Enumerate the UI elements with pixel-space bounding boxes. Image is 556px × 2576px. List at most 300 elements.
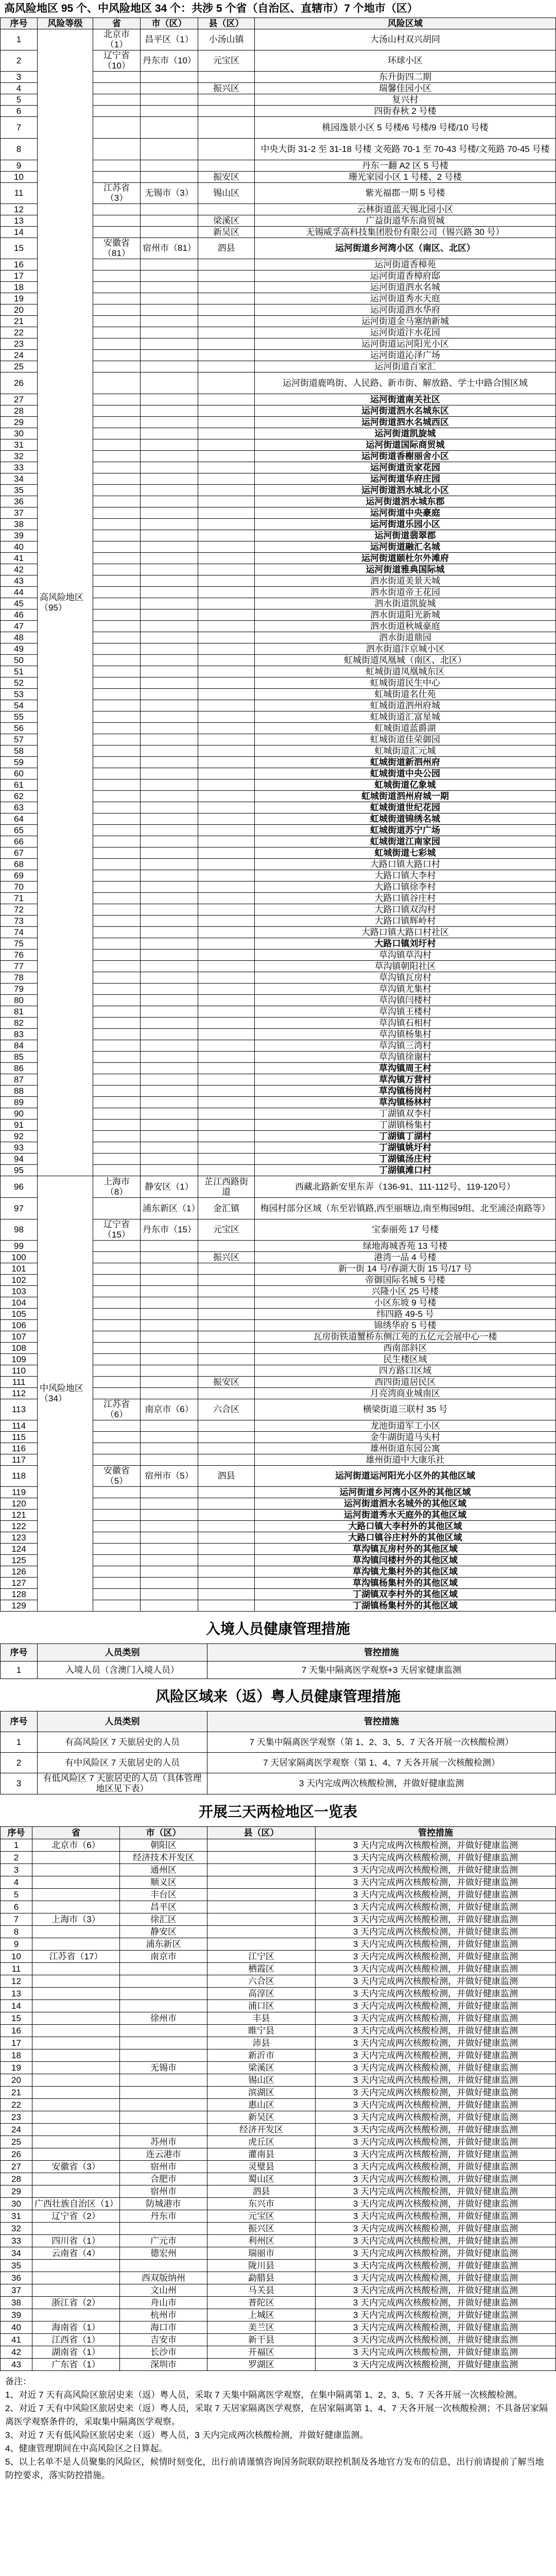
row-county: 泗县	[198, 1466, 255, 1487]
row-province	[93, 1443, 141, 1454]
row-city	[141, 1544, 198, 1555]
row-city	[120, 2049, 207, 2062]
row-city	[141, 394, 198, 405]
table-row	[1, 2049, 556, 2062]
row-area: 新一街 14 号/春湖大街 15 号/17 号	[255, 1263, 556, 1275]
row-province	[93, 1198, 141, 1219]
row-city	[141, 632, 198, 643]
table-row	[1, 1889, 556, 1901]
row-no: 125	[1, 1555, 38, 1566]
row-county	[198, 972, 255, 984]
table-row	[1, 1732, 556, 1753]
row-no: 10	[1, 172, 38, 183]
row-province	[93, 417, 141, 428]
row-city: 丰台区	[120, 1889, 207, 1901]
row-county: 六合区	[198, 1399, 255, 1420]
row-province	[93, 507, 141, 519]
row-city	[141, 350, 198, 361]
row-no: 73	[1, 916, 38, 927]
row-city	[141, 1029, 198, 1040]
row-city	[141, 83, 198, 94]
row-county	[198, 564, 255, 575]
row-no: 7	[1, 117, 38, 139]
row-province	[93, 215, 141, 227]
notes	[0, 2371, 556, 2486]
row-city	[141, 1309, 198, 1320]
row-county	[198, 814, 255, 825]
row-no: 6	[1, 1901, 32, 1913]
td-col-prov: 省	[32, 1827, 120, 1839]
table-row	[1, 1963, 556, 1975]
row-city	[141, 643, 198, 655]
row-county	[198, 439, 255, 451]
row-city	[120, 2074, 207, 2087]
row-province: 四川省（1）	[32, 2235, 120, 2247]
row-measure: 3 天内完成两次核酸检测，并做好健康监测	[316, 2346, 556, 2359]
row-province	[93, 1377, 141, 1388]
row-province	[93, 882, 141, 893]
row-province	[32, 2111, 120, 2124]
row-county	[198, 72, 255, 83]
row-county: 惠山区	[207, 2099, 316, 2111]
row-county	[198, 94, 255, 106]
row-county	[198, 1108, 255, 1120]
row-no: 5	[1, 94, 38, 106]
row-area: 泗水街道秋城豪庭	[255, 621, 556, 632]
td-col-no: 序号	[1, 1827, 32, 1839]
row-province	[32, 2185, 120, 2198]
row-county: 江宁区	[207, 1951, 316, 1963]
row-area: 运河街道贡家花园	[255, 462, 556, 473]
row-county: 瑞丽市	[207, 2247, 316, 2260]
row-no: 66	[1, 836, 38, 848]
row-no: 18	[1, 282, 38, 293]
col-header-no: 序号	[1, 18, 38, 29]
row-area: 帝御国际名城 5 号楼	[255, 1275, 556, 1286]
row-no: 116	[1, 1443, 38, 1454]
row-county: 金汇镇	[198, 1198, 255, 1219]
row-no: 97	[1, 1198, 38, 1219]
row-county	[198, 1275, 255, 1286]
row-city: 浦东新区（1）	[141, 1198, 198, 1219]
table-row	[1, 2012, 556, 2025]
entry-table	[0, 1643, 556, 1679]
row-county	[207, 1926, 316, 1938]
row-province	[32, 1852, 120, 1864]
row-no: 88	[1, 1086, 38, 1097]
row-no: 13	[1, 215, 38, 227]
row-county	[198, 1286, 255, 1297]
row-area: 草沟镇尤集村	[255, 984, 556, 995]
row-measure: 3 天内完成两次核酸检测，并做好健康监测	[316, 2359, 556, 2371]
row-province	[93, 1040, 141, 1052]
row-area: 草沟镇杨集村外的其他区域	[255, 1578, 556, 1589]
row-area: 丁湖镇姚圩村	[255, 1142, 556, 1154]
row-area: 大路口镇双沟村	[255, 904, 556, 916]
row-no: 121	[1, 1510, 38, 1521]
row-area: 大路口镇大李村	[255, 870, 556, 882]
row-area: 运河街道华府庄园	[255, 473, 556, 485]
row-no: 107	[1, 1331, 38, 1343]
row-province	[32, 2037, 120, 2049]
row-area: 运河街道汴水花园	[255, 327, 556, 338]
row-area: 草沟镇石相村	[255, 1018, 556, 1029]
row-city	[141, 507, 198, 519]
row-city	[141, 1131, 198, 1142]
row-province	[93, 394, 141, 405]
row-no: 41	[1, 553, 38, 564]
row-county	[198, 1510, 255, 1521]
row-province	[93, 848, 141, 859]
row-city: 徐汇区	[120, 1913, 207, 1926]
row-no: 42	[1, 564, 38, 575]
row-province	[93, 950, 141, 961]
row-no: 111	[1, 1377, 38, 1388]
row-no: 93	[1, 1142, 38, 1154]
row-area: 虹城街道江南家园	[255, 836, 556, 848]
row-county	[198, 204, 255, 215]
row-county	[198, 117, 255, 139]
row-province	[93, 541, 141, 553]
row-province	[93, 1063, 141, 1074]
row-area: 大汤山村双兴胡同	[255, 29, 556, 50]
row-county: 泗县	[207, 2185, 316, 2198]
row-area: 虹城街道中央公园	[255, 768, 556, 779]
row-province: 海南省（1）	[32, 2321, 120, 2334]
row-no: 109	[1, 1354, 38, 1365]
row-province: 湖南省（1）	[32, 2346, 120, 2359]
row-county	[198, 643, 255, 655]
row-no: 30	[1, 428, 38, 439]
row-no: 72	[1, 904, 38, 916]
row-city	[141, 870, 198, 882]
row-area: 东升街四二期	[255, 72, 556, 83]
row-province	[93, 972, 141, 984]
row-measure: 3 天内完成两次核酸检测，并做好健康监测	[316, 2049, 556, 2062]
row-no: 39	[1, 2309, 32, 2321]
row-province	[93, 519, 141, 530]
row-city	[141, 439, 198, 451]
row-no: 1	[1, 29, 38, 50]
row-county	[207, 1889, 316, 1901]
table-row	[1, 2223, 556, 2235]
row-county	[198, 1589, 255, 1600]
row-county	[198, 870, 255, 882]
row-no: 41	[1, 2334, 32, 2346]
row-county	[198, 859, 255, 870]
row-county	[198, 350, 255, 361]
row-county	[198, 282, 255, 293]
row-city	[141, 338, 198, 350]
row-area: 丁湖镇双李村	[255, 1108, 556, 1120]
row-measure: 3 天内完成两次核酸检测，并做好健康监测	[316, 2198, 556, 2210]
row-no: 87	[1, 1074, 38, 1086]
row-county: 丰县	[207, 2012, 316, 2025]
row-no: 112	[1, 1388, 38, 1399]
row-city	[141, 1365, 198, 1377]
row-no: 85	[1, 1052, 38, 1063]
row-province	[93, 621, 141, 632]
row-province	[93, 282, 141, 293]
row-measure: 3 天内完成两次核酸检测，并做好健康监测	[316, 1876, 556, 1889]
row-city	[141, 995, 198, 1006]
row-city	[141, 1566, 198, 1578]
row-city	[141, 72, 198, 83]
row-county	[198, 316, 255, 327]
row-no: 99	[1, 1241, 38, 1252]
row-county: 高淳区	[207, 1988, 316, 2000]
col-header-area: 风险区域	[255, 18, 556, 29]
row-measure: 7 天集中隔离医学观察+3 天居家健康监测	[207, 1662, 556, 1679]
row-county	[198, 1343, 255, 1354]
table-row	[1, 1938, 556, 1951]
row-measure: 3 天内完成两次核酸检测，并做好健康监测	[316, 2025, 556, 2037]
row-no: 89	[1, 1097, 38, 1108]
entry-col-type: 人员类别	[38, 1644, 207, 1662]
row-no: 7	[1, 1913, 32, 1926]
row-no: 57	[1, 734, 38, 745]
row-no: 1	[1, 1732, 38, 1753]
row-city	[120, 2111, 207, 2124]
row-county	[198, 293, 255, 304]
row-area: 泗水街道美景天城	[255, 575, 556, 587]
row-county	[198, 1521, 255, 1532]
row-province	[93, 350, 141, 361]
table-row	[1, 1913, 556, 1926]
row-city: 丹东市（10）	[141, 50, 198, 72]
row-area: 运河街道国际商贸城	[255, 439, 556, 451]
row-measure: 3 天内完成两次核酸检测，并做好健康监测	[316, 1839, 556, 1852]
row-area: 雄州街道中大康乐社	[255, 1454, 556, 1466]
row-area: 泗水街道鼎园	[255, 632, 556, 643]
row-province	[32, 1938, 120, 1951]
row-area: 丁湖镇杨集村外的其他区域	[255, 1600, 556, 1612]
row-measure: 3 天内完成两次核酸检测，并做好健康监测	[316, 2136, 556, 2148]
table-row	[1, 2235, 556, 2247]
row-county	[198, 1600, 255, 1612]
table-row	[1, 2062, 556, 2074]
row-no: 37	[1, 2284, 32, 2297]
row-province	[93, 139, 141, 160]
row-area: 丁湖镇丁湖村	[255, 1131, 556, 1142]
table-row	[1, 2334, 556, 2346]
row-county	[198, 655, 255, 666]
row-county	[198, 428, 255, 439]
row-province	[93, 72, 141, 83]
row-city: 广元市	[120, 2235, 207, 2247]
row-province: 辽宁省（2）	[32, 2210, 120, 2223]
row-city: 舟山市	[120, 2297, 207, 2309]
row-area: 草沟镇朝阳社区	[255, 961, 556, 972]
row-province	[93, 700, 141, 711]
row-no: 96	[1, 1176, 38, 1198]
row-area: 民生楼区域	[255, 1354, 556, 1365]
row-no: 106	[1, 1320, 38, 1331]
row-city: 丹东市（15）	[141, 1219, 198, 1241]
row-no: 119	[1, 1487, 38, 1498]
row-area: 草沟镇三湾村	[255, 1040, 556, 1052]
row-city	[141, 950, 198, 961]
row-province	[93, 485, 141, 496]
row-county: 振安区	[198, 172, 255, 183]
row-measure: 3 天内完成两次核酸检测，并做好健康监测	[316, 1913, 556, 1926]
row-province	[93, 1432, 141, 1443]
row-city	[141, 961, 198, 972]
row-province	[93, 1521, 141, 1532]
row-no: 3	[1, 1773, 38, 1794]
row-province	[93, 564, 141, 575]
row-no: 90	[1, 1108, 38, 1120]
row-county: 芷江西路街道	[198, 1176, 255, 1198]
row-province	[93, 1297, 141, 1309]
row-province	[93, 689, 141, 700]
row-no: 26	[1, 2148, 32, 2161]
row-no: 25	[1, 2136, 32, 2148]
row-province	[32, 2260, 120, 2272]
row-no: 23	[1, 2111, 32, 2124]
row-province	[32, 2272, 120, 2284]
row-city	[141, 825, 198, 836]
table-row	[1, 2272, 556, 2284]
row-area: 运河街道香樟苑	[255, 259, 556, 270]
row-county	[198, 825, 255, 836]
row-measure: 3 天内完成两次核酸检测，并做好健康监测	[316, 2284, 556, 2297]
row-measure: 3 天内完成两次核酸检测，并做好健康监测	[316, 2161, 556, 2173]
row-city: 长沙市	[120, 2346, 207, 2359]
row-county	[198, 734, 255, 745]
row-no: 39	[1, 530, 38, 541]
row-area: 绿地海城香苑 13 号楼	[255, 1241, 556, 1252]
row-province	[93, 791, 141, 802]
row-county	[198, 1263, 255, 1275]
row-county	[198, 1142, 255, 1154]
row-province	[93, 496, 141, 507]
row-measure: 3 天内完成两次核酸检测，并做好健康监测	[316, 2074, 556, 2087]
row-province	[93, 1388, 141, 1399]
row-province	[93, 405, 141, 417]
row-county	[198, 1241, 255, 1252]
row-province	[93, 745, 141, 757]
row-county	[198, 768, 255, 779]
row-county: 元宝区	[207, 2210, 316, 2223]
row-county: 振兴区	[198, 1252, 255, 1263]
row-measure: 3 天内完成两次核酸检测，并做好健康监测	[316, 2087, 556, 2099]
row-area: 虹城街道民生中心	[255, 677, 556, 689]
row-area: 运河街道沁泽广场	[255, 350, 556, 361]
row-county	[198, 1432, 255, 1443]
row-area: 运河街道南关社区	[255, 394, 556, 405]
row-city	[141, 1589, 198, 1600]
row-no: 110	[1, 1365, 38, 1377]
row-area: 草沟镇杨岗村	[255, 1086, 556, 1097]
row-area: 草沟镇王楼村	[255, 1006, 556, 1018]
row-measure: 3 天内完成两次核酸检测，并做好健康监测	[207, 1773, 556, 1794]
row-no: 84	[1, 1040, 38, 1052]
row-no: 30	[1, 2198, 32, 2210]
row-city	[141, 1275, 198, 1286]
row-county	[198, 984, 255, 995]
row-no: 23	[1, 338, 38, 350]
row-city	[120, 2000, 207, 2012]
row-area: 虹城街道汇富星城	[255, 711, 556, 723]
row-province	[93, 587, 141, 598]
row-no: 103	[1, 1286, 38, 1297]
row-measure: 3 天内完成两次核酸检测，并做好健康监测	[316, 2000, 556, 2012]
row-county	[198, 587, 255, 598]
row-province	[32, 1963, 120, 1975]
row-no: 9	[1, 1938, 32, 1951]
row-city	[141, 972, 198, 984]
row-county	[198, 1420, 255, 1432]
row-city	[141, 677, 198, 689]
row-county: 勐腊县	[207, 2272, 316, 2284]
row-no: 94	[1, 1154, 38, 1165]
row-city	[141, 609, 198, 621]
row-city: 无锡市（3）	[141, 183, 198, 204]
row-city	[141, 791, 198, 802]
row-city	[120, 2037, 207, 2049]
row-county: 新吴区	[198, 227, 255, 238]
row-city	[141, 859, 198, 870]
row-county: 上城区	[207, 2309, 316, 2321]
row-city	[141, 1252, 198, 1263]
row-county: 东兴市	[207, 2198, 316, 2210]
row-no: 19	[1, 293, 38, 304]
row-no: 118	[1, 1466, 38, 1487]
row-province	[93, 1600, 141, 1612]
row-no: 71	[1, 893, 38, 904]
note-item: 1、对近 7 天有高风险区旅居史来（返）粤人员，采取 7 天集中隔离医学观察，在集中隔离第 1、2、3、5、7 天各开展一次核酸检测。	[5, 2390, 523, 2400]
row-county: 浦口区	[207, 2000, 316, 2012]
row-county	[207, 1913, 316, 1926]
row-city	[141, 1498, 198, 1510]
row-province: 上海市（3）	[32, 1913, 120, 1926]
row-no: 33	[1, 462, 38, 473]
table-row	[1, 2136, 556, 2148]
row-city: 杭州市	[120, 2309, 207, 2321]
row-city: 防城港市	[120, 2198, 207, 2210]
table-row	[1, 1753, 556, 1773]
row-city: 顺义区	[120, 1876, 207, 1889]
row-county	[198, 632, 255, 643]
row-no: 74	[1, 927, 38, 938]
table-row	[1, 2025, 556, 2037]
row-city	[141, 270, 198, 282]
row-no: 83	[1, 1029, 38, 1040]
rp-col-type: 人员类别	[38, 1711, 207, 1732]
row-no: 53	[1, 689, 38, 700]
row-city: 德宏州	[120, 2247, 207, 2260]
row-area: 大路口镇谷庄村	[255, 893, 556, 904]
row-city	[120, 2099, 207, 2111]
row-county: 振安区	[198, 1377, 255, 1388]
row-type: 有低风险区 7 天旅居史的人员（具体管理地区见下表）	[38, 1773, 207, 1794]
row-area: 运河街道翡翠郡	[255, 530, 556, 541]
row-province	[93, 1263, 141, 1275]
row-province	[93, 870, 141, 882]
row-city: 丹东市	[120, 2210, 207, 2223]
row-province: 上海市（8）	[93, 1176, 141, 1198]
row-county: 马关县	[207, 2284, 316, 2297]
table-row	[1, 2297, 556, 2309]
row-county	[198, 745, 255, 757]
row-city: 西双版纳州	[120, 2272, 207, 2284]
row-county	[198, 927, 255, 938]
row-no: 38	[1, 2297, 32, 2309]
row-no: 60	[1, 768, 38, 779]
row-no: 101	[1, 1263, 38, 1275]
row-area: 虹城街道凤凰城（南区、北区）	[255, 655, 556, 666]
